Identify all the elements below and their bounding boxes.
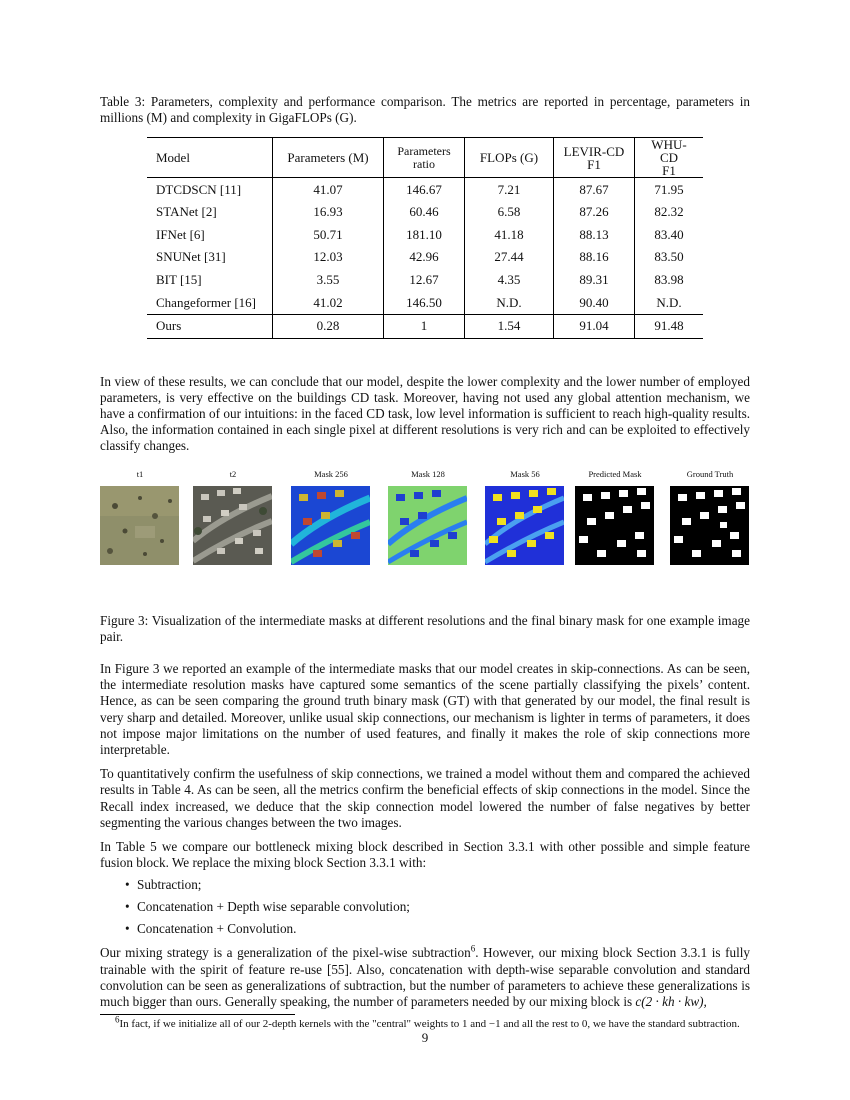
figure-panel-ground-truth: Ground Truth	[670, 469, 750, 570]
footnote-divider	[100, 1014, 295, 1015]
mask-56-image	[485, 486, 564, 565]
figure-caption: Figure 3: Visualization of the intermediate masks at different resolutions and the final binary mask for one example image pair.	[100, 612, 750, 644]
header-model: Model	[147, 138, 273, 178]
t2-image	[193, 486, 272, 565]
mask-128-image	[388, 486, 467, 565]
footnote: $^6$In fact, if we initialize all of our 2-depth kernels with the "central" weights to 1 and −1 and all the rest to 0, we have the standard subtraction.	[115, 1014, 740, 1031]
ground-truth-image	[670, 486, 749, 565]
table-row-ours: Ours 0.28 1 1.54 91.04 91.48	[147, 314, 703, 338]
mask-256-image	[291, 486, 370, 565]
table-row: BIT [15] 3.55 12.67 4.35 89.31 83.98	[147, 269, 703, 292]
figure-panel-mask128: Mask 128	[388, 469, 468, 570]
table-row: IFNet [6] 50.71 181.10 41.18 88.13 83.40	[147, 224, 703, 247]
table-row: STANet [2] 16.93 60.46 6.58 87.26 82.32	[147, 201, 703, 224]
predicted-mask-image	[575, 486, 654, 565]
paragraph-mixing-block: In Table 5 we compare our bottleneck mixing block described in Section 3.3.1 with other possible and simple feature fusion block. We replace the mixing block Section 3.3.1 with:	[100, 839, 750, 871]
figure-panel-mask256: Mask 256	[291, 469, 371, 570]
header-levir-f1: LEVIR-CD F1	[554, 138, 635, 178]
figure-masks	[100, 469, 750, 595]
comparison-table	[147, 137, 703, 338]
figure-panel-t1: t1	[100, 469, 180, 570]
list-item: • Concatenation + Depth wise separable convolution;	[137, 899, 750, 915]
bullet-list	[100, 877, 750, 937]
header-whu-f1: WHU-CD F1	[635, 138, 704, 178]
header-parameters-ratio: Parameters ratio	[384, 138, 465, 178]
list-item: • Concatenation + Convolution.	[137, 921, 750, 937]
t1-image	[100, 486, 179, 565]
table-row: DTCDSCN [11] 41.07 146.67 7.21 87.67 71.95	[147, 178, 703, 201]
figure-panel-t2: t2	[193, 469, 273, 570]
header-parameters: Parameters (M)	[273, 138, 384, 178]
figure-panel-predicted-mask: Predicted Mask	[575, 469, 655, 570]
table-row: SNUNet [31] 12.03 42.96 27.44 88.16 83.50	[147, 246, 703, 269]
figure-panel-mask56: Mask 56	[485, 469, 565, 570]
table-row: Changeformer [16] 41.02 146.50 N.D. 90.40 N.D.	[147, 291, 703, 314]
paragraph-results: In view of these results, we can conclude that our model, despite the lower complexity and the lower number of employed parameters, is very effective on the buildings CD task. Moreover, having not used any global attention mechanism, we have a confirmation of our intuitions: in the faced CD task, low level information is sufficient to reach high-quality results. Also, the information contained in each single pixel at different resolutions is very rich and can be exploited to effectively classify changes.	[100, 373, 750, 454]
paragraph-mixing-strategy: Our mixing strategy is a generalization of the pixel-wise subtraction$^6$. However, our mixing block Section 3.3.1 is fully trainable with the spirit of feature re-use [55]. Also, concatenation with depth-wise separable convolution and standard convolution can be seen as generalizations of subtraction, but the number of parameters to achieve these generalizations is much bigger than ours. Generally speaking, the number of parameters needed by our mixing block is c(2 · kh · kw),	[100, 944, 750, 1010]
page-body	[100, 94, 750, 1032]
table-caption: Table 3: Parameters, complexity and performance comparison. The metrics are reported in percentage, parameters in millions (M) and complexity in GigaFLOPs (G).	[100, 94, 750, 126]
paragraph-quantitative: To quantitatively confirm the usefulness of skip connections, we trained a model without them and compared the achieved results in Table 4. As can be seen, all the metrics confirm the beneficial effects of skip connections in the model. Since the Recall index increased, we deduce that the skip connection model lowered the number of false negatives by better segmenting the various changes between the two images.	[100, 766, 750, 830]
page-number: 9	[421, 1030, 429, 1045]
header-flops: FLOPs (G)	[465, 138, 554, 178]
table-header-row	[147, 138, 703, 178]
paragraph-skip-connections: In Figure 3 we reported an example of the intermediate masks that our model creates in skip-connections. As can be seen, the intermediate resolution masks have captured some semantics of the scene partially classifying the pixels’ content. Hence, as can be seen comparing the ground truth binary mask (GT) with that generated by our model, the final result is very sharp and detailed. Moreover, unlike usual skip connections, our mechanism is lighter in terms of parameters, it does not impose major limitations on the number of used features, and finally it makes the role of skip connections more interpretable.	[100, 660, 750, 757]
list-item: • Subtraction;	[137, 877, 750, 893]
